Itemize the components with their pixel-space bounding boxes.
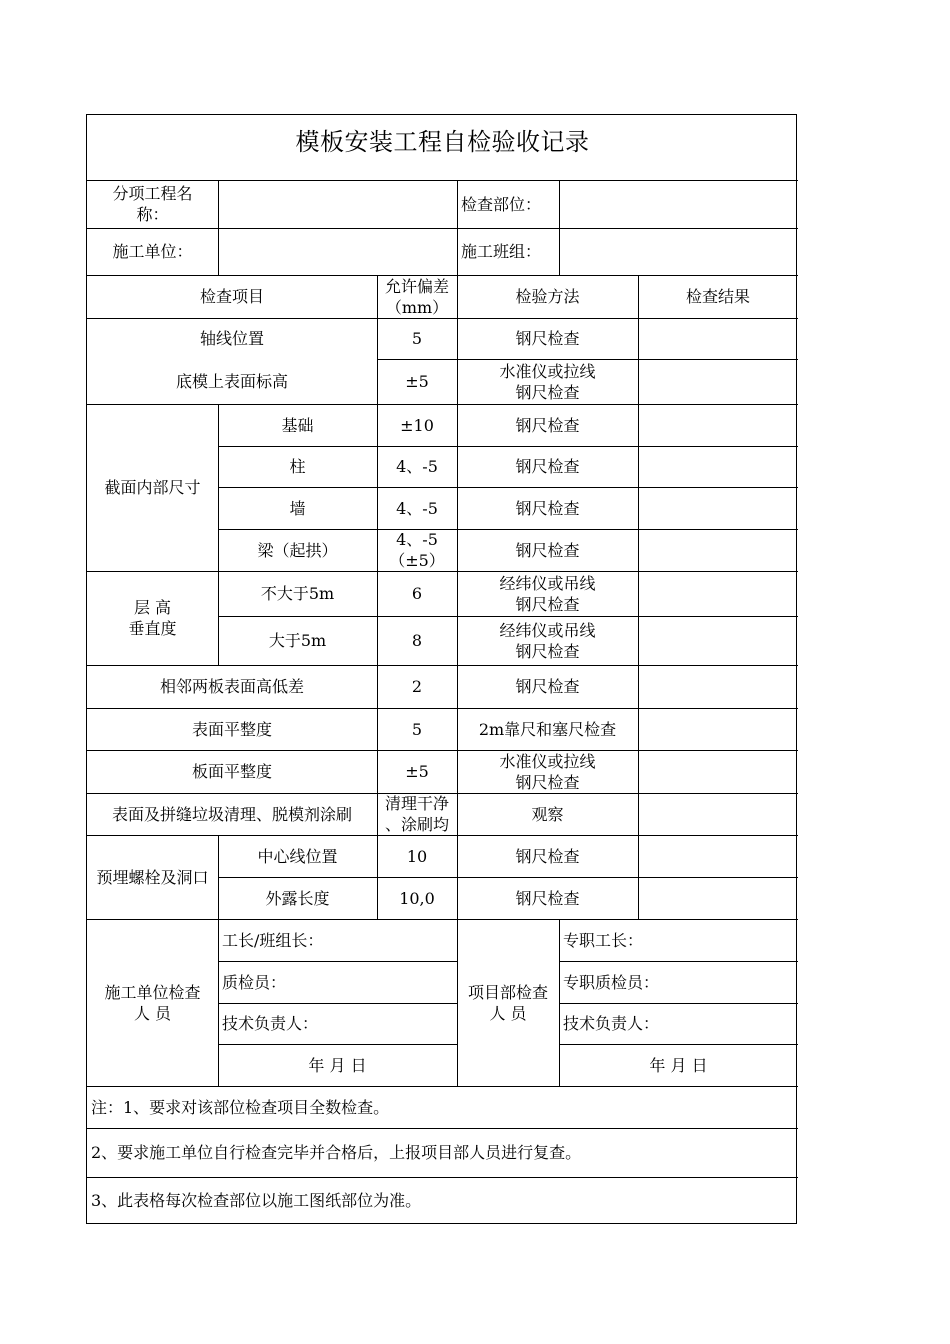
project-name-label: 分项工程名 称：: [112, 184, 193, 224]
inspection-location-field[interactable]: [559, 180, 798, 228]
result-field[interactable]: [638, 446, 798, 487]
inspection-method: 钢尺检查: [515, 846, 580, 866]
inspection-method: 钢尺检查: [515, 498, 580, 518]
technical-lead-signature-field[interactable]: 技术负责人：: [222, 1014, 319, 1033]
inspection-location-label: 检查部位：: [461, 194, 542, 214]
inspection-method: 钢尺检查: [515, 329, 580, 348]
result-field[interactable]: [638, 318, 798, 359]
note-line: 3、此表格每次检查部位以施工图纸部位为准。: [91, 1190, 422, 1210]
inspection-method: 2m靠尺和塞尺检查: [478, 719, 617, 739]
inspection-method: 钢尺检查: [515, 677, 580, 696]
inspection-method: 观察: [531, 804, 564, 824]
tolerance-value: 4、-5: [396, 498, 438, 518]
inspection-form: [86, 114, 797, 1224]
item-label: 板面平整度: [191, 762, 272, 781]
result-field[interactable]: [638, 750, 798, 793]
result-field[interactable]: [638, 665, 798, 708]
tolerance-value: 4、-5 （±5）: [389, 530, 445, 570]
item-label: 表面平整度: [191, 719, 272, 739]
tolerance-value: 5: [411, 329, 423, 348]
note-line: 注：1、要求对该部位检查项目全数检查。: [91, 1097, 390, 1117]
item-label: 表面及拼缝垃圾清理、脱模剂涂刷: [111, 804, 352, 824]
result-field[interactable]: [638, 616, 798, 665]
tolerance-value: 5: [411, 719, 423, 739]
foreman-signature-field[interactable]: 工长/班组长：: [222, 930, 324, 950]
date-field[interactable]: 年 月 日: [308, 1055, 367, 1075]
sub-item-label: 基础: [281, 415, 314, 435]
item-label: 底模上表面标高: [175, 372, 288, 391]
project-name-field[interactable]: [218, 180, 457, 228]
result-field[interactable]: [638, 529, 798, 571]
sub-item-label: 不大于5m: [260, 584, 335, 603]
work-team-field[interactable]: [559, 228, 798, 275]
construction-unit-field[interactable]: [218, 228, 457, 275]
tolerance-value: 6: [411, 584, 423, 603]
sub-item-label: 梁（起拱）: [257, 540, 338, 560]
item-label: 相邻两板表面高低差: [159, 677, 304, 696]
contractor-inspectors-label: 施工单位检查 人 员: [104, 982, 201, 1023]
tolerance-value: ±5: [405, 762, 429, 781]
inspection-method: 钢尺检查: [515, 888, 580, 908]
group-label: 截面内部尺寸: [104, 478, 201, 497]
result-field[interactable]: [638, 877, 798, 919]
group-label: 层 高 垂直度: [128, 598, 177, 638]
sub-item-label: 柱: [289, 457, 306, 476]
sub-item-label: 墙: [289, 498, 306, 518]
result-field[interactable]: [638, 571, 798, 616]
tolerance-value: 清理干净 、涂刷均: [384, 794, 449, 834]
result-field[interactable]: [638, 835, 798, 877]
full-time-inspector-signature-field[interactable]: 专职质检员：: [563, 972, 660, 992]
tolerance-value: 10,0: [399, 888, 435, 908]
tolerance-value: ±5: [405, 372, 429, 391]
work-team-label: 施工班组：: [461, 242, 542, 261]
result-field[interactable]: [638, 487, 798, 529]
note-line: 2、要求施工单位自行检查完毕并合格后，上报项目部人员进行复查。: [91, 1143, 582, 1162]
tolerance-value: 2: [411, 677, 423, 696]
technical-lead-signature-field[interactable]: 技术负责人：: [563, 1014, 660, 1033]
inspection-method: 水准仪或拉线 钢尺检查: [499, 361, 596, 402]
inspection-method: 钢尺检查: [515, 540, 580, 560]
sub-item-label: 中心线位置: [257, 846, 338, 866]
tolerance-value: 4、-5: [396, 457, 438, 476]
column-header-tolerance: 允许偏差 （mm）: [384, 276, 449, 317]
construction-unit-label: 施工单位：: [112, 242, 193, 261]
column-header-item: 检查项目: [199, 287, 264, 306]
inspection-method: 经纬仪或吊线 钢尺检查: [499, 573, 596, 614]
sub-item-label: 大于5m: [268, 631, 327, 650]
result-field[interactable]: [638, 793, 798, 835]
column-header-method: 检验方法: [515, 287, 580, 306]
form-title: 模板安装工程自检验收记录: [295, 128, 590, 156]
inspector-signature-field[interactable]: 质检员：: [222, 972, 287, 992]
inspection-method: 钢尺检查: [515, 415, 580, 435]
project-dept-inspectors-label: 项目部检查 人 员: [467, 982, 548, 1023]
result-field[interactable]: [638, 404, 798, 446]
inspection-method: 经纬仪或吊线 钢尺检查: [499, 620, 596, 661]
sub-item-label: 外露长度: [265, 888, 330, 908]
date-field[interactable]: 年 月 日: [649, 1055, 708, 1075]
tolerance-value: 8: [411, 631, 423, 650]
result-field[interactable]: [638, 359, 798, 404]
column-header-result: 检查结果: [685, 287, 750, 306]
group-label: 预埋螺栓及洞口: [96, 867, 209, 887]
result-field[interactable]: [638, 708, 798, 750]
tolerance-value: 10: [406, 846, 428, 866]
item-label: 轴线位置: [199, 329, 264, 348]
inspection-method: 钢尺检查: [515, 457, 580, 476]
full-time-foreman-signature-field[interactable]: 专职工长：: [563, 930, 644, 950]
inspection-method: 水准仪或拉线 钢尺检查: [499, 751, 596, 792]
tolerance-value: ±10: [400, 415, 434, 435]
